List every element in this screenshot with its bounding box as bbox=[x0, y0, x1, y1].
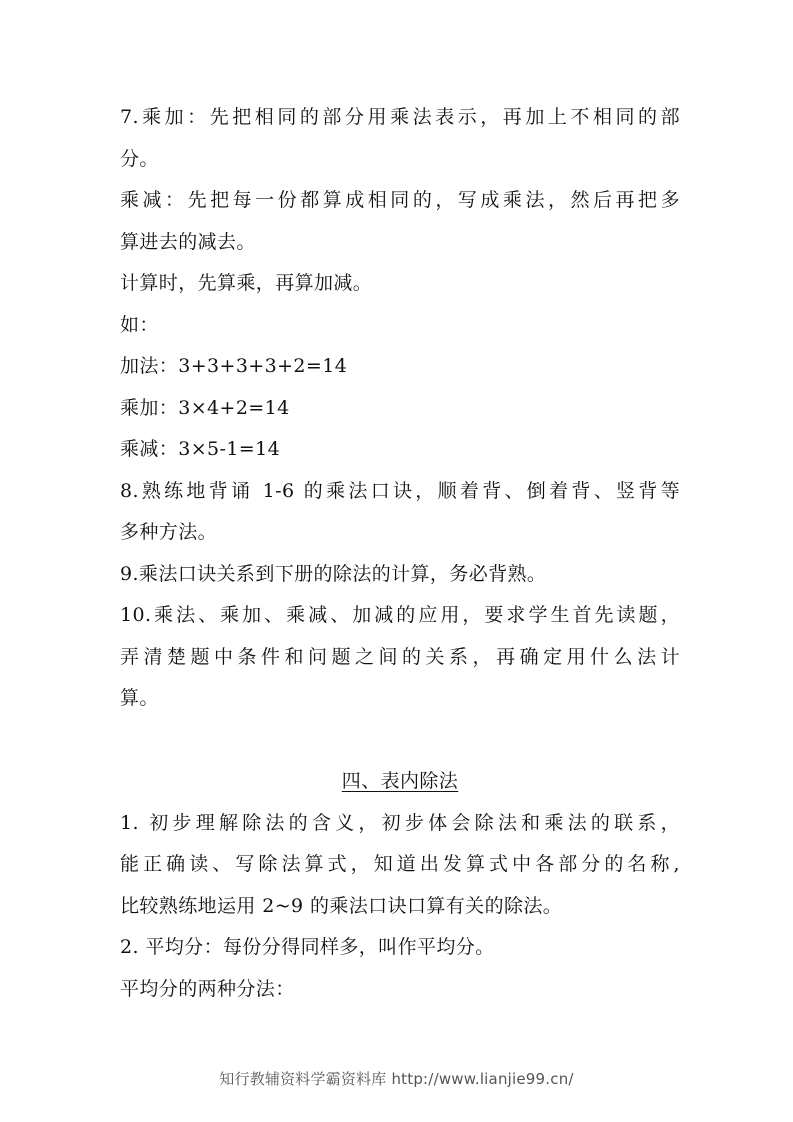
document-body bbox=[120, 97, 680, 1010]
text-line: 算。 bbox=[120, 687, 159, 709]
text-line: 乘加：3×4+2=14 bbox=[120, 396, 290, 419]
text-line: 分。 bbox=[120, 147, 159, 170]
section-spacer bbox=[120, 720, 680, 762]
text-line: 1. 初步理解除法的含义，初步体会除法和乘法的联系， bbox=[120, 811, 680, 834]
text-line: 2. 平均分：每份分得同样多，叫作平均分。 bbox=[120, 936, 495, 958]
section-heading: 四、表内除法 bbox=[341, 770, 459, 792]
text-line: 算进去的减去。 bbox=[120, 230, 256, 253]
text-line: 比较熟练地运用 2~9 的乘法口诀口算有关的除法。 bbox=[120, 894, 563, 917]
text-line: 8.熟练地背诵 1-6 的乘法口诀，顺着背、倒着背、竖背等 bbox=[120, 479, 680, 502]
section-heading-row bbox=[120, 761, 680, 803]
text-line: 乘减：先把每一份都算成相同的，写成乘法，然后再把多 bbox=[120, 189, 680, 211]
text-line: 9.乘法口诀关系到下册的除法的计算，务必背熟。 bbox=[120, 562, 547, 585]
text-line: 乘减：3×5-1=14 bbox=[120, 438, 281, 460]
text-line: 如： bbox=[120, 313, 159, 336]
text-line: 7.乘加：先把相同的部分用乘法表示，再加上不相同的部 bbox=[120, 106, 680, 128]
text-line: 多种方法。 bbox=[120, 521, 218, 543]
text-line: 能正确读、写除法算式，知道出发算式中各部分的名称, bbox=[120, 853, 680, 875]
text-line: 加法：3+3+3+3+2=14 bbox=[120, 355, 348, 377]
text-line: 10.乘法、乘加、乘减、加减的应用，要求学生首先读题， bbox=[120, 604, 680, 626]
text-line: 计算时，先算乘，再算加减。 bbox=[120, 272, 373, 294]
text-line: 平均分的两种分法： bbox=[120, 977, 295, 1000]
footer-watermark: 知行教辅资料学霸资料库 http://www.lianjie99.cn/ bbox=[219, 1070, 574, 1088]
text-line: 弄清楚题中条件和问题之间的关系，再确定用什么法计 bbox=[120, 645, 680, 668]
